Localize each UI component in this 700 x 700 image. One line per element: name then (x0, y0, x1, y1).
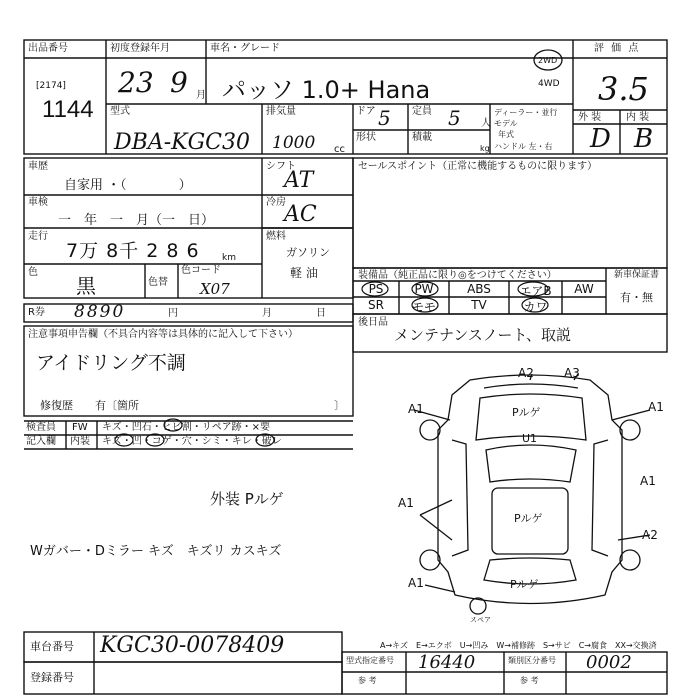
score-label: 評 価 点 (594, 43, 641, 54)
warranty-label: 新車保証書 (614, 270, 660, 280)
damage-legend: A→キズ E→エクボ U→凹み W→補修跡 S→サビ C→腐食 XX→交換済 (380, 641, 657, 650)
color-code-label: 色コード (181, 265, 221, 276)
color-code-value: X07 (200, 280, 230, 298)
inspection-label: 車検 (28, 197, 48, 208)
seats-unit: 人 (481, 118, 491, 129)
equipment-sr: SR (368, 298, 384, 312)
check-row-exterior: キズ・凹石・ヒビ割・リペア跡・×要 (102, 422, 270, 433)
ref-label-1: 参 考 (358, 676, 377, 685)
interior-label: 内 装 (626, 112, 650, 123)
category-label: 類別区分番号 (508, 656, 556, 665)
first-registration-month: 9 (170, 66, 188, 99)
lot-number: 1144 (42, 96, 94, 123)
color-value: 黒 (76, 274, 96, 298)
notes-label: 注意事項申告欄（不具合内容等は具体的に記入して下さい） (28, 329, 298, 340)
chassis-label: 車台番号 (30, 640, 74, 653)
lot-tag: [2174] (36, 81, 66, 91)
ac-value: AC (284, 202, 317, 227)
history-label: 車歴 (28, 161, 48, 172)
displacement-label: 排気量 (266, 106, 296, 117)
mileage-label: 走行 (28, 231, 48, 242)
mark-a1-right: A1 (640, 474, 656, 488)
recycle-value: 8890 (74, 302, 126, 322)
registration-label: 登録番号 (30, 671, 74, 684)
repair-history-label: 修復歴 有〔箇所 (40, 399, 139, 412)
first-registration-year: 23 (118, 66, 154, 99)
type-designation-label: 型式指定番号 (346, 656, 394, 665)
mark-a1-front-left: A1 (408, 402, 424, 416)
equipment-label: 装備品（純正品に限り◎をつけてください） (358, 270, 557, 281)
displacement-value: 1000 (272, 133, 316, 153)
accessories-value: メンテナンスノート、取説 (394, 326, 572, 344)
model-label: 型式 (110, 106, 130, 117)
mark-a1-front-right: A1 (648, 400, 664, 414)
accessories-label: 後日品 (358, 317, 388, 328)
handle-label: ハンドル 左・右 (494, 142, 553, 151)
inspector-label: 検査員 (26, 422, 56, 433)
fuel-gasoline: ガソリン (286, 246, 330, 259)
year-label: 年式 (498, 130, 514, 139)
mileage-value: 7万 8千 2 8 6 (66, 240, 200, 262)
check-row-interior: キズ・凹・コゲ・穴・シミ・キレ・破レ (102, 436, 282, 447)
category-value: 0002 (586, 652, 632, 673)
history-value: 自家用 ・（ ） (64, 178, 192, 193)
color-change-label: 色替 (148, 277, 168, 288)
capacity-label: 積載 (412, 132, 432, 143)
car-name: パッソ 1.0+ Hana (222, 76, 431, 104)
seats-value: 5 (448, 106, 461, 130)
shape-label: 形状 (356, 132, 376, 143)
mark-a1-rear-left: A1 (408, 576, 424, 590)
doors-value: 5 (378, 106, 391, 130)
equipment-pw: PW (414, 282, 434, 296)
warranty-value: 有・無 (620, 291, 653, 304)
model-value: DBA-KGC30 (114, 130, 250, 155)
ref-label-2: 参 考 (520, 676, 539, 685)
color-label: 色 (28, 267, 38, 278)
sales-point-label: セールスポイント（正常に機能するものに限ります） (358, 161, 598, 172)
mark-a2-right: A2 (642, 528, 658, 542)
handwritten-note-2: Wガバー・Dミラー キズ キズリ カスキズ (30, 544, 282, 559)
spare-label: スペア (470, 616, 491, 624)
dealer-label: ディーラー・並行 (494, 108, 558, 117)
yen-unit: 円 (168, 308, 178, 319)
kg-unit: kg (480, 144, 490, 153)
seats-label: 定員 (412, 106, 432, 117)
fuel-diesel: 軽 油 (290, 266, 318, 280)
lot-label: 出品番号 (28, 43, 68, 54)
drive-2wd: 2WD (538, 56, 558, 65)
car-name-label: 車名・グレード (210, 43, 280, 54)
mark-a1-left: A1 (398, 496, 414, 510)
doors-label: ドア (356, 106, 376, 117)
fuel-label: 燃料 (266, 231, 286, 242)
damage-windshield: U1 (522, 432, 538, 445)
km-unit: km (222, 253, 236, 263)
mark-a3-top: A3 (564, 366, 580, 380)
mark-a2-top: A2 (518, 366, 534, 380)
shift-value: AT (284, 168, 314, 193)
handwritten-note-1: 外装 Pルゲ (210, 490, 284, 508)
equipment-abs: ABS (467, 282, 491, 296)
exterior-label: 外 装 (578, 112, 602, 123)
equipment-momo: モモ (411, 300, 436, 314)
damage-roof: Pルゲ (514, 512, 543, 525)
month-unit: 月 (196, 90, 206, 101)
type-designation-value: 16440 (418, 652, 476, 673)
exterior-grade: D (590, 124, 611, 154)
fw-label: FW (72, 422, 88, 433)
ac-label: 冷房 (266, 197, 286, 208)
day-label: 日 (316, 308, 326, 319)
equipment-airbag: エアB (519, 284, 552, 298)
equipment-tv: TV (471, 298, 487, 312)
repair-history-close: 〕 (334, 399, 345, 412)
equipment-ps: PS (368, 282, 384, 296)
equipment-leather: カワ (523, 300, 548, 314)
shift-label: シフト (266, 161, 296, 172)
recycle-label: R券 (28, 307, 45, 318)
first-registration-label: 初度登録年月 (110, 43, 170, 54)
cc-unit: cc (334, 144, 345, 155)
month-label: 月 (262, 308, 272, 319)
interior-check-label: 内装 (70, 436, 90, 447)
interior-grade: B (634, 124, 654, 154)
equipment-aw: AW (574, 282, 594, 296)
chassis-number: KGC30-0078409 (100, 633, 285, 658)
entry-label: 記入欄 (26, 436, 56, 447)
drive-4wd: 4WD (538, 79, 560, 89)
equipment-grid (353, 282, 606, 314)
notes-value: アイドリング不調 (36, 352, 186, 374)
damage-hood: Pルゲ (512, 406, 541, 419)
score-value: 3.5 (598, 70, 649, 108)
inspection-value: 一 年 一 月（一 日） (58, 213, 215, 228)
model-year-label: モデル (494, 119, 518, 128)
damage-rear: Pルゲ (510, 578, 539, 591)
